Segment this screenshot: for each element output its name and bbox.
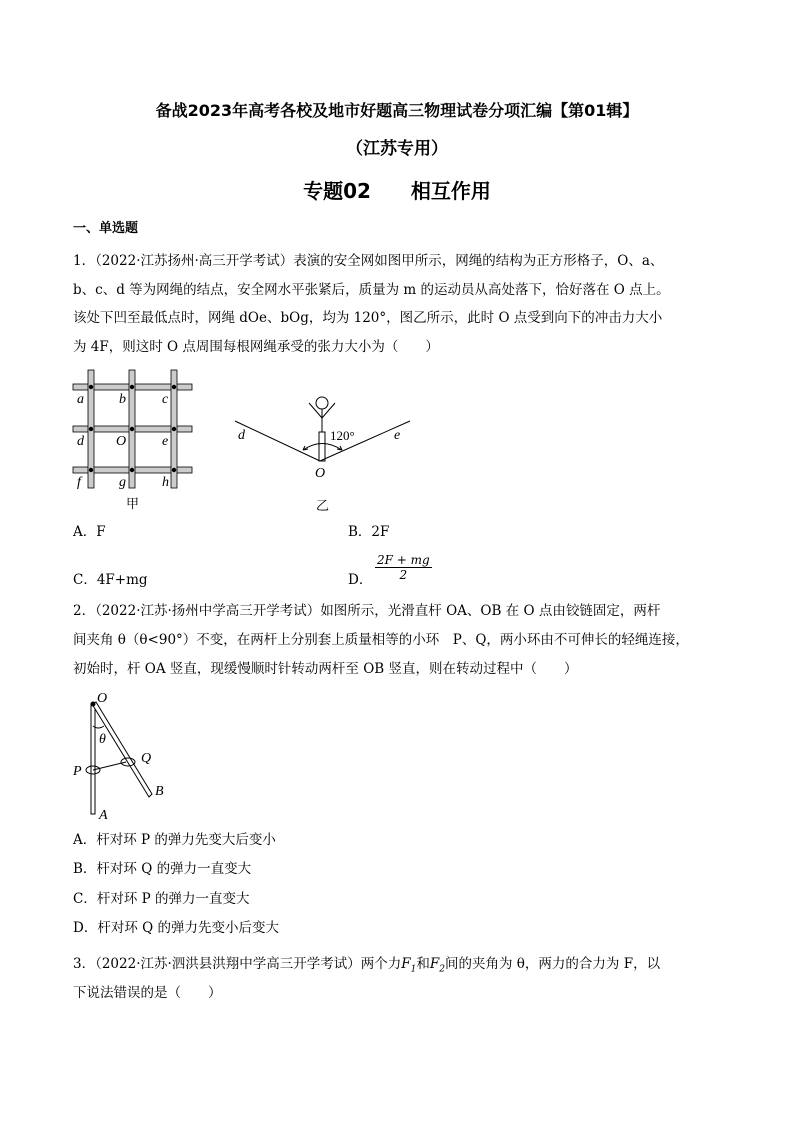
ring-label-p: P: [73, 764, 82, 779]
document-subtitle: （江苏专用）: [346, 139, 448, 159]
question-text-line: 下说法错误的是（ ）: [73, 985, 222, 1001]
option-b[interactable]: B．2F: [348, 524, 390, 540]
question-text-line: [73, 955, 660, 979]
question-text-line: 该处下凹至最低点时，网绳 dOe、bOg，均为 120°，图乙所示，此时 O 点受到向下的冲击力大小: [73, 310, 663, 326]
option-d[interactable]: D．杆对环 Q 的弹力先变小后变大: [73, 920, 279, 936]
text-segment: 间的夹角为 θ，两力的合力为 F，以: [445, 956, 661, 972]
force-f1: [401, 956, 417, 975]
option-c[interactable]: C．4F+mg: [73, 572, 148, 588]
node-label: d: [77, 434, 84, 449]
node-label: a: [77, 392, 84, 407]
fraction-numerator: 2F + mg: [377, 553, 430, 567]
question-text-line: b、c、d 等为网绳的结点，安全网水平张紧后，质量为 m 的运动员从高处落下，恰好落在 O 点上。: [73, 282, 670, 298]
node-label: f: [77, 475, 81, 490]
point-label-o: O: [97, 691, 108, 706]
option-b[interactable]: B．杆对环 Q 的弹力一直变大: [73, 861, 252, 877]
node-label: g: [119, 475, 126, 490]
section-heading: 一、单选题: [73, 221, 139, 236]
option-a[interactable]: A．F: [73, 524, 106, 540]
angle-label-theta: θ: [99, 732, 106, 747]
option-c[interactable]: C．杆对环 P 的弹力一直变大: [73, 891, 250, 907]
force-symbol: F: [429, 956, 440, 972]
node-label: c: [162, 392, 169, 407]
force-f2: [429, 956, 445, 975]
force-subscript: 2: [439, 964, 445, 975]
question-text-line: 初始时，杆 OA 竖直，现缓慢顺时针转动两杆至 OB 竖直，则在转动过程中（ ）: [73, 661, 578, 677]
node-label: b: [119, 392, 126, 407]
node-label: h: [162, 475, 169, 490]
option-a[interactable]: A．杆对环 P 的弹力先变大后变小: [73, 832, 276, 848]
question-text-line: 1．（2022·江苏扬州·高三开学考试）表演的安全网如图甲所示，网绳的结构为正方形格子，O、a、: [73, 253, 664, 269]
rope-label-e: e: [394, 428, 401, 443]
node-label: O: [116, 434, 127, 449]
figure-caption: 甲: [126, 496, 140, 511]
topic-title: 专题02 相互作用: [303, 179, 491, 203]
question-text-line: 间夹角 θ（θ<90°）不变，在两杆上分别套上质量相等的小环 P、Q，两小环由不可伸长的轻绳连接，: [73, 632, 689, 648]
rod-end-label-b: B: [155, 784, 164, 799]
rope-label-d: d: [238, 428, 245, 443]
rod-end-label-a: A: [99, 808, 108, 823]
option-d[interactable]: D．: [348, 572, 373, 588]
force-subscript: 1: [410, 964, 417, 975]
ring-label-q: Q: [141, 751, 152, 766]
text-segment: 和: [416, 956, 430, 972]
figure-caption: 乙: [316, 498, 330, 513]
node-label: e: [162, 434, 169, 449]
force-symbol: F: [401, 956, 411, 972]
question-text-line: 2．（2022·江苏·扬州中学高三开学考试）如图所示，光滑直杆 OA、OB 在 O 点由铰链固定，两杆: [73, 603, 661, 619]
point-label-o: O: [315, 466, 326, 481]
angle-label: 120°: [330, 428, 355, 443]
fraction-denominator: 2: [399, 568, 408, 582]
question-text-line: 为 4F，则这时 O 点周围每根网绳承受的张力大小为（ ）: [73, 339, 439, 355]
text-segment: 3．（2022·江苏·泗洪县洪翔中学高三开学考试）两个力: [73, 956, 402, 972]
document-title: 备战2023年高考各校及地市好题高三物理试卷分项汇编【第01辑】: [155, 101, 639, 120]
